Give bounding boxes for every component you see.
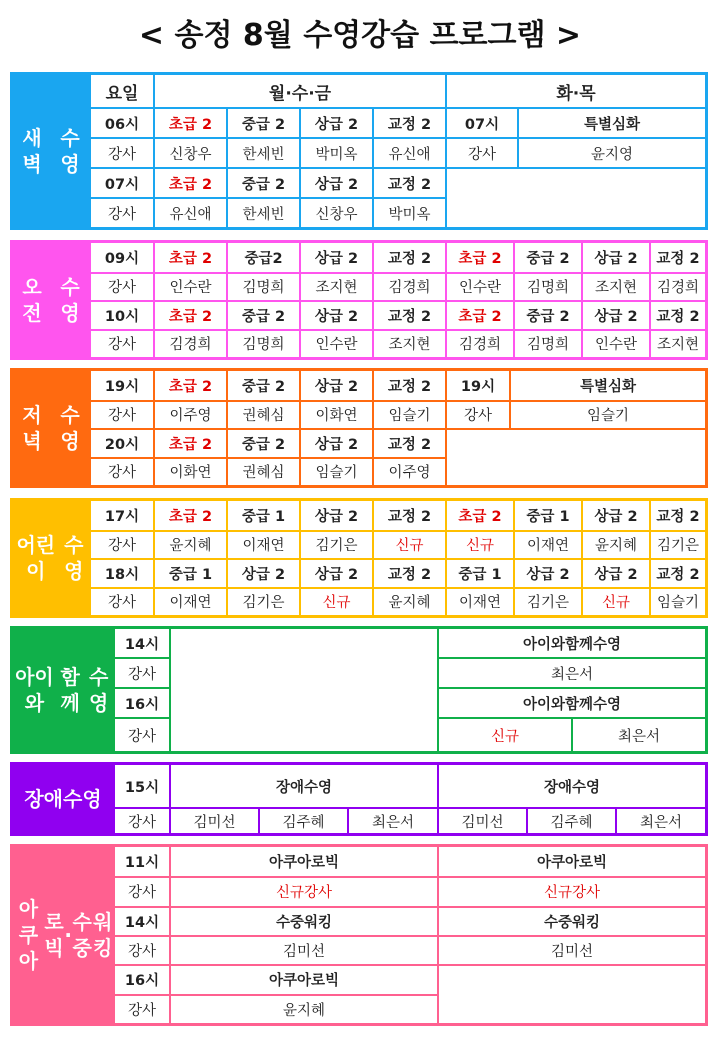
class-cell: 아쿠아로빅 <box>437 847 705 876</box>
time-cell: 19시 <box>445 371 509 400</box>
class-cell: 초급 2 <box>153 300 226 329</box>
teacher-cell: 김주혜 <box>526 807 615 833</box>
class-cell: 김명희 <box>513 329 581 358</box>
time-cell: 16시 <box>113 964 169 993</box>
class-cell: 상급 2 <box>581 300 649 329</box>
time-cell: 14시 <box>113 629 169 657</box>
page-title: < 송정 8월 수영강습 프로그램 > <box>138 18 582 53</box>
teacher-label: 강사 <box>113 876 169 905</box>
section-parent <box>10 626 708 754</box>
teacher-label: 강사 <box>113 717 169 751</box>
time-cell: 11시 <box>113 847 169 876</box>
class-cell: 신규 <box>372 530 445 559</box>
class-cell: 신규 <box>581 587 649 616</box>
class-cell: 신창우 <box>299 197 372 227</box>
class-cell: 교정 2 <box>372 167 445 197</box>
class-cell: 임슬기 <box>372 400 445 429</box>
class-cell: 임슬기 <box>649 587 705 616</box>
class-cell: 상급 2 <box>581 558 649 587</box>
class-cell: 윤지혜 <box>372 587 445 616</box>
header-day: 요일 <box>89 75 153 107</box>
teacher-cell: 김미선 <box>169 935 437 964</box>
teacher-cell: 김미선 <box>169 807 258 833</box>
class-cell: 신규 <box>445 530 513 559</box>
class-cell: 김명희 <box>226 272 299 301</box>
class-cell: 아쿠아로빅 <box>169 847 437 876</box>
teacher-cell: 최은서 <box>347 807 437 833</box>
class-cell: 상급 2 <box>299 371 372 400</box>
class-cell: 중급 2 <box>226 300 299 329</box>
time-cell: 07시 <box>445 107 517 137</box>
class-cell: 이주영 <box>372 457 445 486</box>
class-cell: 상급 2 <box>299 243 372 272</box>
class-cell: 이주영 <box>153 400 226 429</box>
class-cell: 수중워킹 <box>437 906 705 935</box>
class-cell: 중급 2 <box>513 243 581 272</box>
section-label-kids: 어린이 수영 <box>13 501 89 615</box>
class-cell: 아쿠아로빅 <box>169 964 437 993</box>
class-cell: 장애수영 <box>437 765 705 807</box>
class-cell: 교정 2 <box>372 107 445 137</box>
class-cell: 교정 2 <box>649 558 705 587</box>
class-cell: 박미옥 <box>299 137 372 167</box>
class-cell: 인수란 <box>445 272 513 301</box>
time-cell: 16시 <box>113 687 169 717</box>
section-kids <box>10 498 708 618</box>
class-cell: 조지현 <box>372 329 445 358</box>
class-cell: 윤지혜 <box>581 530 649 559</box>
class-cell: 초급 2 <box>153 167 226 197</box>
class-cell: 김경희 <box>445 329 513 358</box>
time-cell: 강사 <box>89 457 153 486</box>
section-label-evening: 저녁 수영 <box>13 371 89 485</box>
class-cell: 장애수영 <box>169 765 437 807</box>
teacher-cell: 김미선 <box>437 807 526 833</box>
class-cell: 상급 2 <box>581 243 649 272</box>
section-label-aqua: 아쿠아 로빅 · 수중 워킹 <box>13 847 113 1023</box>
section-disabled <box>10 762 708 836</box>
class-cell: 특별심화 <box>517 107 705 137</box>
teacher-label: 강사 <box>113 994 169 1023</box>
teacher-label: 강사 <box>445 400 509 429</box>
time-cell: 강사 <box>89 530 153 559</box>
class-cell: 교정 2 <box>649 300 705 329</box>
teacher-cell: 김주혜 <box>258 807 347 833</box>
class-cell: 임슬기 <box>299 457 372 486</box>
class-cell: 교정 2 <box>372 371 445 400</box>
class-cell: 초급 2 <box>445 243 513 272</box>
class-cell: 상급 2 <box>299 501 372 530</box>
section-aqua <box>10 844 708 1026</box>
class-cell: 권혜심 <box>226 400 299 429</box>
class-cell: 상급 2 <box>513 558 581 587</box>
class-cell: 교정 2 <box>372 501 445 530</box>
time-cell: 19시 <box>89 371 153 400</box>
section-dawn <box>10 72 708 230</box>
class-cell: 조지현 <box>581 272 649 301</box>
class-cell: 상급 2 <box>299 167 372 197</box>
class-cell: 조지현 <box>299 272 372 301</box>
class-cell: 아이와함께수영 <box>437 629 705 657</box>
section-morning <box>10 240 708 360</box>
empty-cell <box>169 629 437 751</box>
class-cell: 이재연 <box>445 587 513 616</box>
class-cell: 중급2 <box>226 243 299 272</box>
time-cell: 18시 <box>89 558 153 587</box>
class-cell: 박미옥 <box>372 197 445 227</box>
teacher-cell: 윤지영 <box>517 137 705 167</box>
class-cell: 중급 1 <box>153 558 226 587</box>
class-cell: 이재연 <box>153 587 226 616</box>
teacher-cell: 윤지혜 <box>169 994 437 1023</box>
class-cell: 김기은 <box>649 530 705 559</box>
class-cell: 상급 2 <box>581 501 649 530</box>
header-mwf: 월·수·금 <box>153 75 445 107</box>
class-cell: 김기은 <box>513 587 581 616</box>
time-cell: 20시 <box>89 428 153 457</box>
class-cell: 김명희 <box>226 329 299 358</box>
class-cell: 특별심화 <box>509 371 705 400</box>
teacher-cell: 신규 <box>437 717 571 751</box>
class-cell: 초급 2 <box>445 300 513 329</box>
class-cell: 중급 1 <box>445 558 513 587</box>
class-cell: 신창우 <box>153 137 226 167</box>
time-cell: 10시 <box>89 300 153 329</box>
time-cell: 강사 <box>89 587 153 616</box>
class-cell: 윤지혜 <box>153 530 226 559</box>
time-cell: 17시 <box>89 501 153 530</box>
class-cell: 한세빈 <box>226 137 299 167</box>
class-cell: 김기은 <box>299 530 372 559</box>
time-cell: 강사 <box>89 272 153 301</box>
class-cell: 한세빈 <box>226 197 299 227</box>
header-tt: 화·목 <box>445 75 705 107</box>
empty-cell <box>445 428 705 485</box>
class-cell: 상급 2 <box>226 558 299 587</box>
class-cell: 초급 2 <box>153 107 226 137</box>
class-cell: 교정 2 <box>372 428 445 457</box>
class-cell: 중급 2 <box>513 300 581 329</box>
class-cell: 초급 2 <box>153 371 226 400</box>
class-cell: 상급 2 <box>299 107 372 137</box>
teacher-cell: 최은서 <box>571 717 705 751</box>
time-cell: 강사 <box>89 400 153 429</box>
empty-cell <box>445 167 705 227</box>
class-cell: 이재연 <box>226 530 299 559</box>
class-cell: 아이와함께수영 <box>437 687 705 717</box>
teacher-cell: 최은서 <box>437 657 705 687</box>
class-cell: 수중워킹 <box>169 906 437 935</box>
class-cell: 중급 2 <box>226 167 299 197</box>
class-cell: 이재연 <box>513 530 581 559</box>
time-cell: 강사 <box>89 329 153 358</box>
class-cell: 상급 2 <box>299 428 372 457</box>
empty-cell <box>437 964 705 1023</box>
class-cell: 권혜심 <box>226 457 299 486</box>
class-cell: 초급 2 <box>153 428 226 457</box>
class-cell: 중급 1 <box>513 501 581 530</box>
class-cell: 유신애 <box>372 137 445 167</box>
class-cell: 중급 2 <box>226 428 299 457</box>
teacher-cell: 신규강사 <box>437 876 705 905</box>
time-cell: 14시 <box>113 906 169 935</box>
class-cell: 초급 2 <box>153 501 226 530</box>
section-label-dawn: 새벽 수영 <box>13 75 89 227</box>
class-cell: 김경희 <box>153 329 226 358</box>
teacher-label: 강사 <box>113 807 169 833</box>
time-cell: 07시 <box>89 167 153 197</box>
teacher-label: 강사 <box>445 137 517 167</box>
class-cell: 인수란 <box>299 329 372 358</box>
time-cell: 강사 <box>89 137 153 167</box>
time-cell: 09시 <box>89 243 153 272</box>
class-cell: 초급 2 <box>445 501 513 530</box>
time-cell: 15시 <box>113 765 169 807</box>
class-cell: 유신애 <box>153 197 226 227</box>
class-cell: 이화연 <box>153 457 226 486</box>
class-cell: 상급 2 <box>299 300 372 329</box>
class-cell: 인수란 <box>153 272 226 301</box>
class-cell: 조지현 <box>649 329 705 358</box>
section-label-morning: 오전 수영 <box>13 243 89 357</box>
class-cell: 상급 2 <box>299 558 372 587</box>
class-cell: 교정 2 <box>649 501 705 530</box>
section-label-disabled: 장애 수영 <box>13 765 113 833</box>
teacher-label: 강사 <box>113 657 169 687</box>
class-cell: 김기은 <box>226 587 299 616</box>
teacher-label: 강사 <box>113 935 169 964</box>
class-cell: 이화연 <box>299 400 372 429</box>
teacher-cell: 김미선 <box>437 935 705 964</box>
class-cell: 교정 2 <box>372 558 445 587</box>
teacher-cell: 임슬기 <box>509 400 705 429</box>
class-cell: 중급 2 <box>226 107 299 137</box>
class-cell: 김경희 <box>649 272 705 301</box>
class-cell: 교정 2 <box>649 243 705 272</box>
class-cell: 김경희 <box>372 272 445 301</box>
section-evening <box>10 368 708 488</box>
teacher-cell: 신규강사 <box>169 876 437 905</box>
time-cell: 강사 <box>89 197 153 227</box>
class-cell: 신규 <box>299 587 372 616</box>
teacher-cell: 최은서 <box>615 807 705 833</box>
class-cell: 초급 2 <box>153 243 226 272</box>
class-cell: 교정 2 <box>372 300 445 329</box>
class-cell: 김명희 <box>513 272 581 301</box>
class-cell: 중급 1 <box>226 501 299 530</box>
class-cell: 교정 2 <box>372 243 445 272</box>
class-cell: 중급 2 <box>226 371 299 400</box>
time-cell: 06시 <box>89 107 153 137</box>
section-label-parent: 아이와 함께 수영 <box>13 629 113 751</box>
class-cell: 인수란 <box>581 329 649 358</box>
